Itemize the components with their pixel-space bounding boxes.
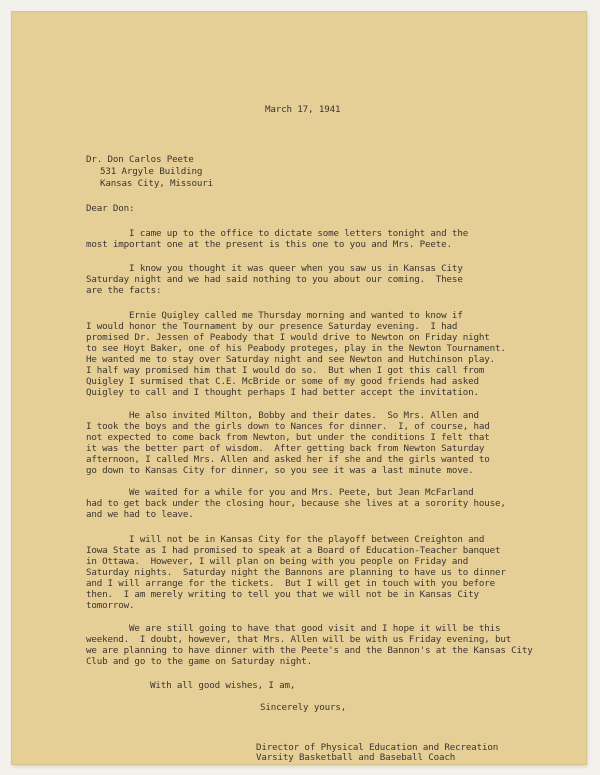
paragraph-line: He also invited Milton, Bobby and their dates. So Mrs. Allen and <box>86 410 479 421</box>
paragraph-line: then. I am merely writing to tell you that we will not be in Kansas City <box>86 589 479 600</box>
paragraph-line: Saturday night and we had said nothing to you about our coming. These <box>86 274 463 285</box>
paragraph-line: tomorrow. <box>86 600 135 611</box>
paragraph-line: had to get back under the closing hour, because she lives at a sorority house, <box>86 498 506 509</box>
paragraph-line: weekend. I doubt, however, that Mrs. Allen will be with us Friday evening, but <box>86 634 512 645</box>
paragraph-line: most important one at the present is this one to you and Mrs. Peete. <box>86 239 452 250</box>
paragraph-line: I would honor the Tournament by our presence Saturday evening. I had <box>86 321 458 332</box>
signature-title-line-1: Director of Physical Education and Recreation <box>256 742 499 753</box>
paragraph-line: Saturday nights. Saturday night the Bannons are planning to have us to dinner <box>86 567 506 578</box>
paragraph-line: Club and go to the game on Saturday night. <box>86 656 313 667</box>
paragraph-line: and I will arrange for the tickets. But I will get in touch with you before <box>86 578 495 589</box>
letter-date: March 17, 1941 <box>265 104 341 115</box>
paragraph-3 <box>86 310 526 398</box>
paragraph-5 <box>86 487 526 520</box>
paragraph-line: we are planning to have dinner with the Peete's and the Bannon's at the Kansas City <box>86 645 533 656</box>
paragraph-7 <box>86 623 533 667</box>
closing-line: With all good wishes, I am, <box>150 680 296 691</box>
paragraph-1 <box>86 228 526 250</box>
paragraph-4 <box>86 410 526 476</box>
paragraph-line: I came up to the office to dictate some letters tonight and the <box>86 228 469 239</box>
recipient-name: Dr. Don Carlos Peete <box>86 154 194 165</box>
paragraph-line: I half way promised him that I would do so. But when I got this call from <box>86 365 485 376</box>
paragraph-line: afternoon, I called Mrs. Allen and asked her if she and the girls wanted to <box>86 454 490 465</box>
paragraph-line: and we had to leave. <box>86 509 194 520</box>
paragraph-line: not expected to come back from Newton, but under the conditions I felt that <box>86 432 490 443</box>
salutation: Dear Don: <box>86 203 135 214</box>
recipient-address-line-1: 531 Argyle Building <box>100 166 203 177</box>
sign-off: Sincerely yours, <box>260 702 347 713</box>
paragraph-6 <box>86 534 526 611</box>
paragraph-line: go down to Kansas City for dinner, so you see it was a last minute move. <box>86 465 474 476</box>
paragraph-line: I know you thought it was queer when you saw us in Kansas City <box>86 263 463 274</box>
paragraph-line: We waited for a while for you and Mrs. Peete, but Jean McFarland <box>86 487 474 498</box>
paragraph-line: in Ottawa. However, I will plan on being with you people on Friday and <box>86 556 469 567</box>
paragraph-line: are the facts: <box>86 285 162 296</box>
letter-page <box>12 12 586 764</box>
recipient-address-line-2: Kansas City, Missouri <box>100 178 214 189</box>
paragraph-line: Quigley to call and I thought perhaps I had better accept the invitation. <box>86 387 479 398</box>
signature-title-line-2: Varsity Basketball and Baseball Coach <box>256 752 456 763</box>
paragraph-line: promised Dr. Jessen of Peabody that I would drive to Newton on Friday night <box>86 332 490 343</box>
paragraph-line: I will not be in Kansas City for the playoff between Creighton and <box>86 534 485 545</box>
paragraph-2 <box>86 263 526 296</box>
paragraph-line: Quigley I surmised that C.E. McBride or some of my good friends had asked <box>86 376 479 387</box>
paragraph-line: I took the boys and the girls down to Nances for dinner. I, of course, had <box>86 421 490 432</box>
paragraph-line: He wanted me to stay over Saturday night and see Newton and Hutchinson play. <box>86 354 495 365</box>
paragraph-line: Iowa State as I had promised to speak at a Board of Education-Teacher banquet <box>86 545 501 556</box>
paragraph-line: to see Hoyt Baker, one of his Peabody proteges, play in the Newton Tournament. <box>86 343 506 354</box>
paragraph-line: We are still going to have that good visit and I hope it will be this <box>86 623 501 634</box>
paragraph-line: Ernie Quigley called me Thursday morning and wanted to know if <box>86 310 463 321</box>
paragraph-line: it was the better part of wisdom. After getting back from Newton Saturday <box>86 443 485 454</box>
